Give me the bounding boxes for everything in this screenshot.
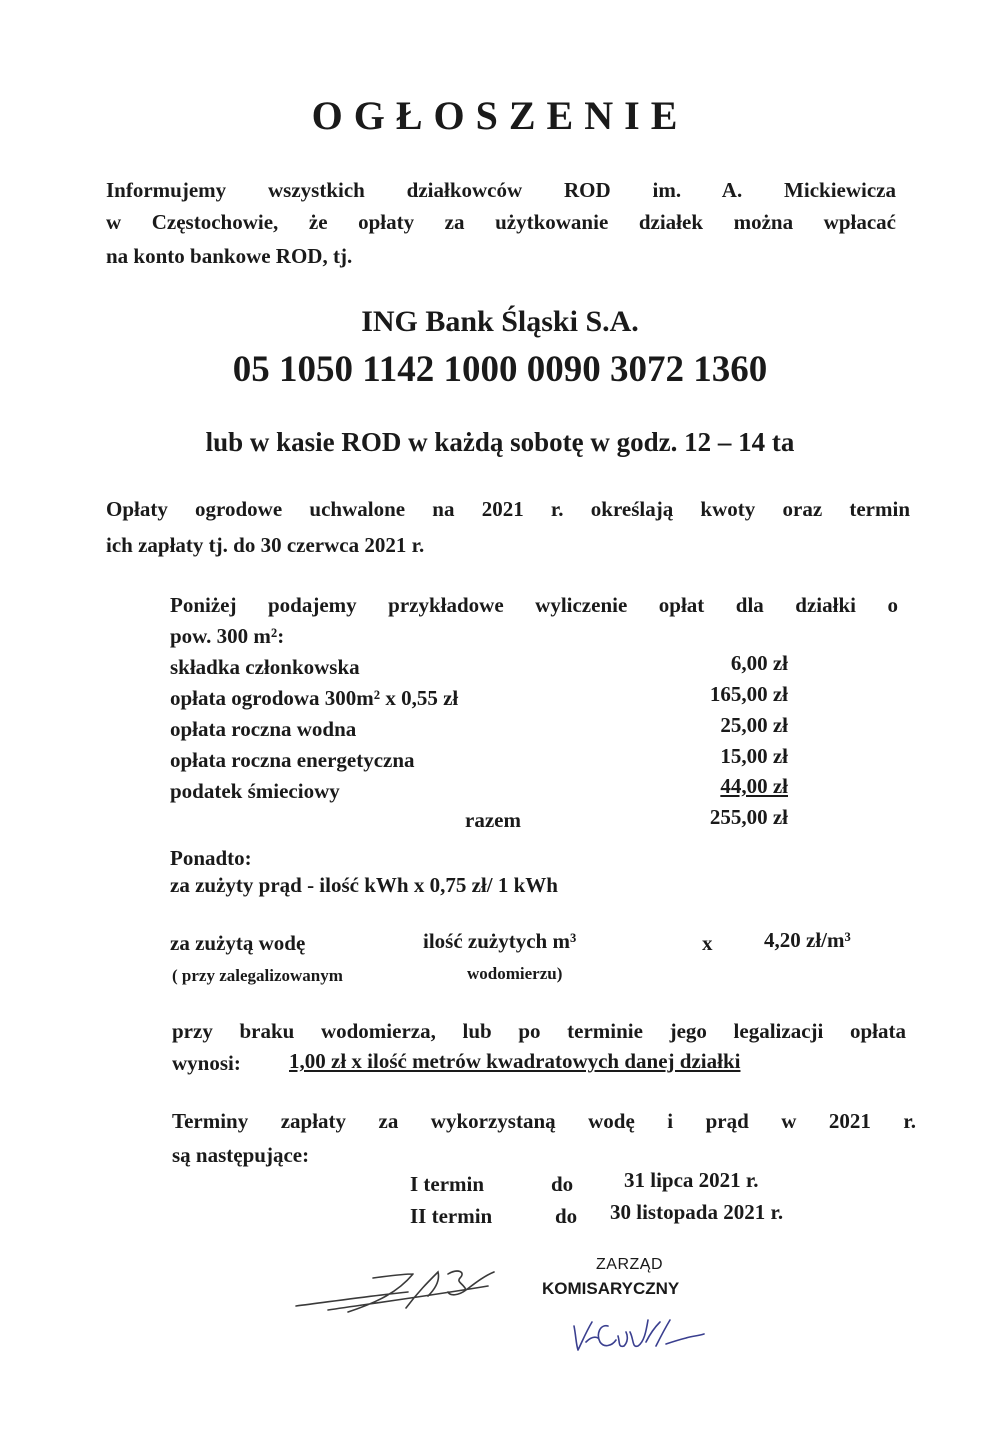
term-name: II termin <box>410 1204 493 1228</box>
fee-item-label: podatek śmieciowy <box>170 779 340 803</box>
water-note-b: wodomierzu) <box>467 964 563 983</box>
payment-terms-line-1: Terminy zapłaty za wykorzystaną wodę i prąd w 2021 r. <box>172 1109 916 1133</box>
no-meter-prefix: wynosi: <box>172 1051 241 1075</box>
fee-item-amount: 15,00 zł <box>720 744 788 768</box>
payment-terms-line-2: są następujące: <box>172 1143 310 1167</box>
fee-item-amount: 165,00 zł <box>709 682 788 706</box>
intro-line-3: na konto bankowe ROD, tj. <box>106 244 353 268</box>
water-multiply: x <box>702 931 713 955</box>
electricity-rate: za zużyty prąd - ilość kWh x 0,75 zł/ 1 kWh <box>170 873 558 897</box>
no-meter-line-1: przy braku wodomierza, lub po terminie jego legalizacji opłata <box>172 1019 906 1043</box>
signature-right <box>568 1312 708 1358</box>
bank-name: ING Bank Śląski S.A. <box>361 305 639 338</box>
example-intro-line-1: Poniżej podajemy przykładowe wyliczenie opłat dla działki o <box>170 593 898 617</box>
water-rate: 4,20 zł/m³ <box>764 928 851 952</box>
term-do: do <box>555 1204 578 1228</box>
stamp-line-2: KOMISARYCZNY <box>542 1279 680 1298</box>
intro-line-2: w Częstochowie, że opłaty za użytkowanie działek można wpłacać <box>106 210 896 234</box>
bank-account-number: 05 1050 1142 1000 0090 3072 1360 <box>232 349 768 390</box>
example-intro-line-2: pow. 300 m²: <box>170 624 285 648</box>
fee-item-amount: 25,00 zł <box>720 713 788 737</box>
fee-item-amount: 6,00 zł <box>730 651 788 675</box>
term-date: 30 listopada 2021 r. <box>610 1200 784 1224</box>
water-label: za zużytą wodę <box>170 931 306 955</box>
fee-item-label: opłata ogrodowa 300m² x 0,55 zł <box>170 686 459 710</box>
total-amount: 255,00 zł <box>709 805 788 829</box>
total-label: razem <box>465 808 521 832</box>
page-title: OGŁOSZENIE <box>311 93 689 138</box>
term-do: do <box>551 1172 574 1196</box>
signature-left <box>288 1262 498 1322</box>
fees-note-line-1: Opłaty ogrodowe uchwalone na 2021 r. określają kwoty oraz termin <box>106 497 910 521</box>
fee-item-label: opłata roczna wodna <box>170 717 357 741</box>
stamp-line-1: ZARZĄD <box>596 1256 663 1273</box>
water-note-a: ( przy zalegalizowanym <box>172 966 343 985</box>
fee-item-label: opłata roczna energetyczna <box>170 748 415 772</box>
cash-desk-hours: lub w kasie ROD w każdą sobotę w godz. 12 – 14 ta <box>205 427 795 457</box>
intro-line-1: Informujemy wszystkich działkowców ROD im. A. Mickiewicza <box>106 178 896 202</box>
fee-item-amount: 44,00 zł <box>720 774 788 798</box>
term-name: I termin <box>410 1172 485 1196</box>
no-meter-rate: 1,00 zł x ilość metrów kwadratowych danej działki <box>289 1049 741 1073</box>
water-quantity: ilość zużytych m³ <box>423 929 577 953</box>
fees-note-line-2: ich zapłaty tj. do 30 czerwca 2021 r. <box>106 533 425 557</box>
fee-item-label: składka członkowska <box>170 655 360 679</box>
term-date: 31 lipca 2021 r. <box>624 1168 759 1192</box>
additional-heading: Ponadto: <box>170 846 252 870</box>
